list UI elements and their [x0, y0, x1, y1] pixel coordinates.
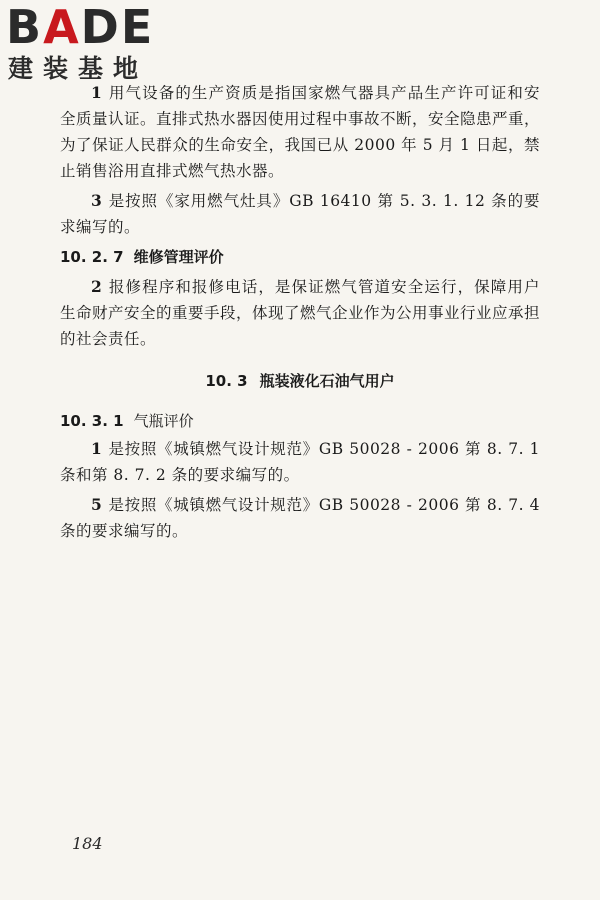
clause-number: 10. 3. 1 [60, 412, 124, 430]
page-number: 184 [72, 834, 103, 853]
item-number: 3 [91, 191, 103, 210]
item-number: 5 [91, 495, 103, 514]
paragraph-text: 是按照《城镇燃气设计规范》GB 50028 - 2006 第 8. 7. 1 条和第 8. 7. 2 条的要求编写的。 [60, 440, 540, 484]
paragraph-item-1 [60, 80, 540, 184]
paragraph-item-1-b [60, 436, 540, 488]
clause-number: 10. 2. 7 [60, 248, 124, 266]
clause-heading-10-3-1 [60, 408, 540, 434]
logo-prefix: B [6, 0, 44, 54]
clause-title: 气瓶评价 [133, 412, 194, 430]
item-number: 1 [91, 439, 103, 458]
logo-wordmark [6, 2, 154, 52]
item-number: 2 [91, 277, 103, 296]
paragraph-text: 是按照《家用燃气灶具》GB 16410 第 5. 3. 1. 12 条的要求编写的。 [60, 192, 540, 236]
paragraph-text: 报修程序和报修电话，是保证燃气管道安全运行，保障用户生命财产安全的重要手段，体现了燃气企业作为公用事业行业应承担的社会责任。 [60, 278, 541, 348]
section-number: 10. 3 [205, 372, 248, 390]
clause-heading-10-2-7 [60, 244, 540, 270]
paragraph-item-5 [60, 492, 540, 544]
paragraph-item-3 [60, 188, 540, 240]
logo-subtitle: 建装基地 [8, 54, 149, 83]
item-number: 1 [91, 83, 103, 102]
clause-title: 维修管理评价 [133, 248, 224, 266]
section-heading-10-3 [60, 368, 540, 394]
page-body [60, 80, 540, 544]
paragraph-item-2 [60, 274, 540, 352]
logo-suffix: DE [80, 0, 155, 54]
bade-watermark-logo [6, 2, 176, 88]
logo-accent-letter: A [43, 0, 81, 54]
paragraph-text: 用气设备的生产资质是指国家燃气器具产品生产许可证和安全质量认证。直排式热水器因使用过程中事故不断，安全隐患严重，为了保证人民群众的生命安全，我国已从 2000 年 5 月 1 日起，禁止销售浴用直排式燃气热水器。 [60, 84, 541, 180]
section-title-text: 瓶装液化石油气用户 [259, 372, 395, 390]
paragraph-text: 是按照《城镇燃气设计规范》GB 50028 - 2006 第 8. 7. 4 条的要求编写的。 [60, 496, 540, 540]
